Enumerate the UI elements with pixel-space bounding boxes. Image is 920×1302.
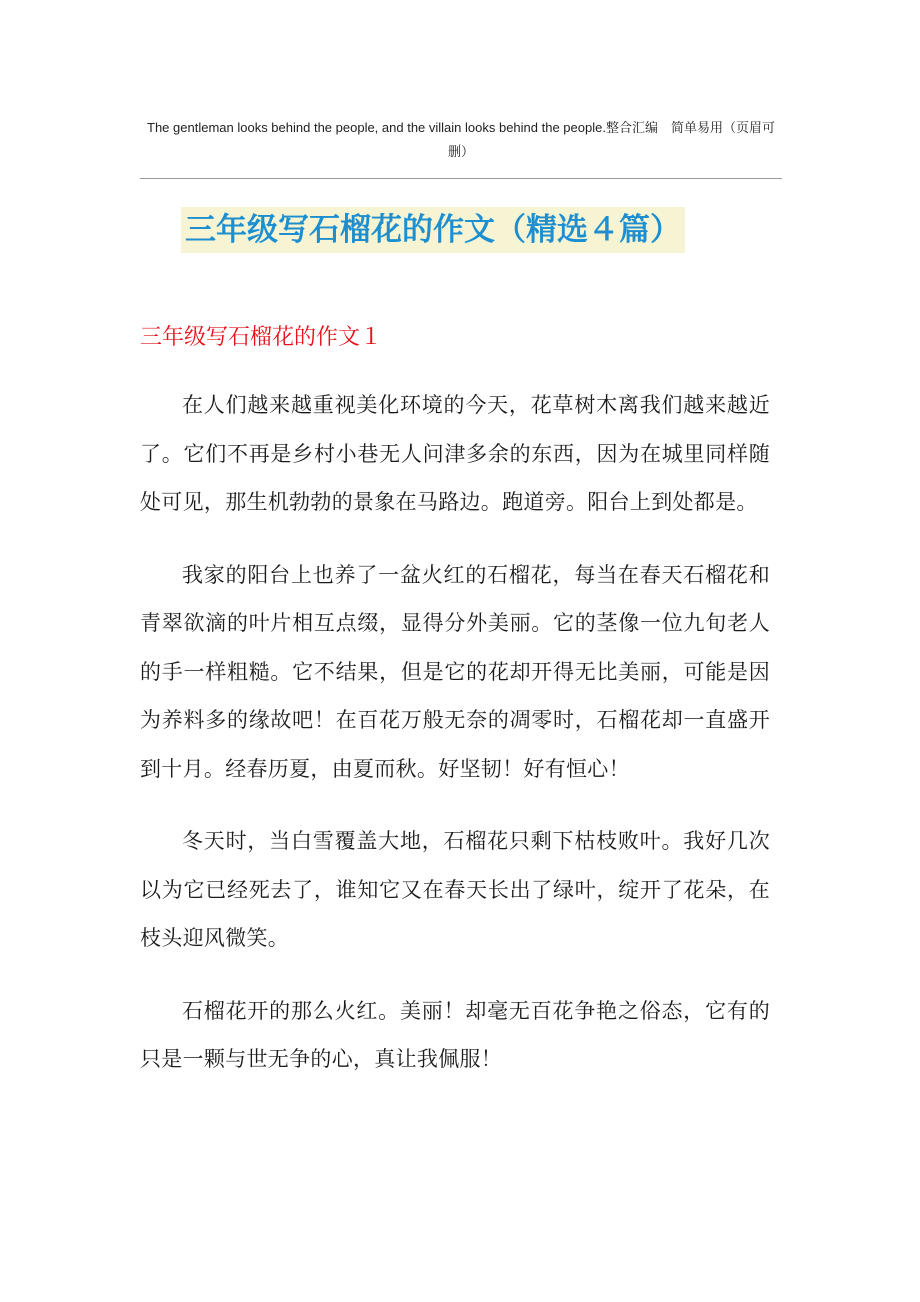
document-title: 三年级写石榴花的作文（精选４篇） (181, 207, 685, 253)
paragraph-4: 石榴花开的那么火红。美丽！却毫无百花争艳之俗态，它有的只是一颗与世无争的心，真让我佩服！ (140, 998, 770, 1071)
paragraph-1: 在人们越来越重视美化环境的今天，花草树木离我们越来越近了。它们不再是乡村小巷无人问津多余的东西，因为在城里同样随处可见，那生机勃勃的景象在马路边。跑道旁。阳台上到处都是。 (140, 393, 770, 514)
section-heading: 三年级写石榴花的作文１ (140, 325, 383, 350)
paragraph-2: 我家的阳台上也养了一盆火红的石榴花，每当在春天石榴花和青翠欲滴的叶片相互点缀，显得分外美丽。它的茎像一位九旬老人的手一样粗糙。它不结果，但是它的花却开得无比美丽，可能是因为养料多的缘故吧！在百花万般无奈的凋零时，石榴花却一直盛开到十月。经春历夏，由夏而秋。好坚韧！好有恒心！ (140, 562, 770, 781)
page-header: The gentleman looks behind the people, and the villain looks behind the people.整合汇编 简单易用（页眉可删） (147, 120, 775, 159)
paragraph-3: 冬天时，当白雪覆盖大地，石榴花只剩下枯枝败叶。我好几次以为它已经死去了，谁知它又在春天长出了绿叶，绽开了花朵，在枝头迎风微笑。 (140, 829, 770, 950)
header-divider (140, 178, 782, 179)
essay-body (140, 381, 770, 1108)
